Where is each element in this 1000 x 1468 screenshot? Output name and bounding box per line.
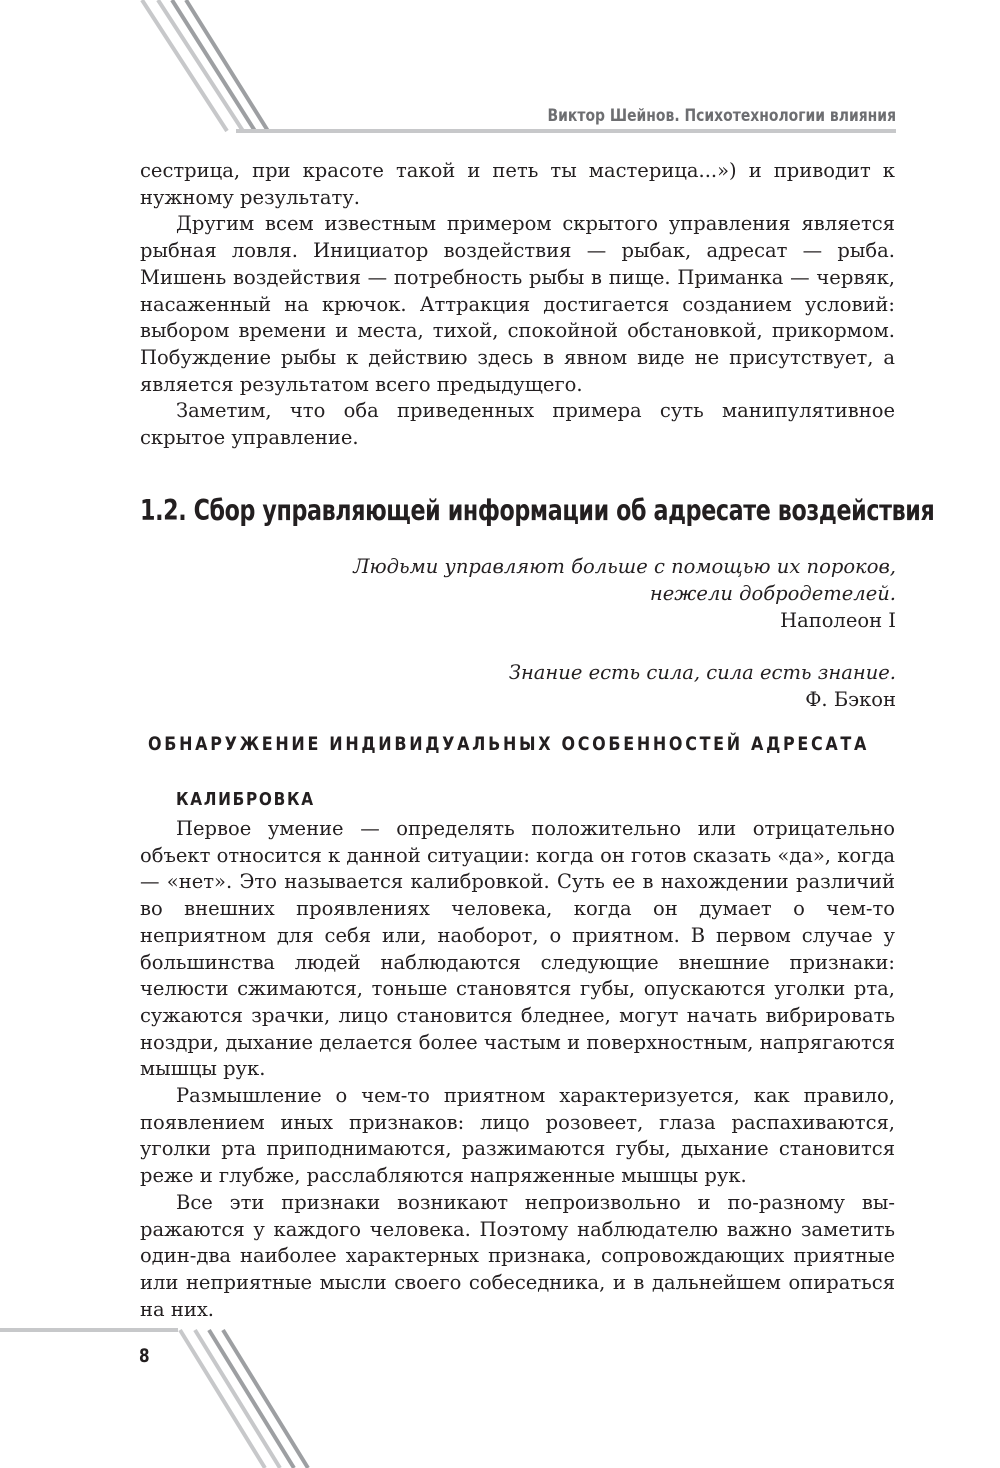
epigraph-line: Знание есть сила, сила есть знание. bbox=[508, 661, 896, 684]
epigraph-bacon bbox=[509, 659, 896, 713]
top-corner-stripes bbox=[142, 0, 268, 131]
paragraph: Другим всем известным примером скрытого управления является рыбная ловля. Инициатор воздействия — рыбак, адресат — рыба. Мишень воздействия — потребность рыбы в пище. Приманка — червяк, насаженный на крючок. Аттракция достигается созданием условий: выбором времени и места, тихой, спокойной обстановкой, прикормом. Побуждение рыбы к действию здесь в явном виде не присутствует, а является результатом всего предыдущего. bbox=[140, 212, 895, 396]
page-number: 8 bbox=[139, 1345, 150, 1367]
paragraph: Заметим, что оба приведенных примера суть манипулятивное скрытое управление. bbox=[140, 399, 895, 450]
calibration-text bbox=[140, 816, 895, 1323]
paragraph: сестрица, при красоте такой и петь ты мастерица...») и приводит к нужному результату. bbox=[140, 159, 895, 209]
epigraph-line: нежели добродетелей. bbox=[649, 582, 896, 605]
epigraph-line: Людьми управляют больше с помощью их пороков, bbox=[353, 555, 896, 578]
running-head: Виктор Шейнов. Психотехнологии влияния bbox=[547, 106, 896, 126]
epigraph-author: Наполеон I bbox=[780, 609, 896, 632]
subsection-title: ОБНАРУЖЕНИЕ ИНДИВИДУАЛЬНЫХ ОСОБЕННОСТЕЙ АДРЕСАТА bbox=[148, 733, 870, 755]
intro-text bbox=[140, 158, 895, 452]
paragraph: Все эти признаки возникают непроизвольно и по-разному выражаются у каждого человека. Поэтому наблюдателю важно заметить один-два наиболее характерных признака, сопровождающих приятные или неприятные мысли своего собеседника, и в дальнейшем опираться на них. bbox=[140, 1190, 895, 1321]
epigraph-napoleon bbox=[353, 553, 896, 634]
paragraph: Размышление о чем-то приятном характеризуется, как правило, появлением иных признаков: лицо розовеет, глаза распахиваются, уголки рта приподнимаются, разжимаются губы, дыхание становится реже и глубже, расслабляются напряженные мышцы рук. bbox=[140, 1084, 895, 1188]
sub-subsection-title: КАЛИБРОВКА bbox=[176, 789, 315, 810]
bottom-corner-stripes bbox=[180, 1330, 308, 1468]
section-title: 1.2. Сбор управляющей информации об адресате воздействия bbox=[140, 494, 935, 527]
epigraph-author: Ф. Бэкон bbox=[805, 688, 896, 711]
paragraph: Первое умение — определять положительно или отрицательно объект относится к данной ситуации: когда он готов сказать «да», когда — «нет». Это называется калибровкой. Суть ее в нахождении различий во внешних проявлениях человека, когда он думает о чем-то неприятном для себя или, наоборот, о приятном. В первом случае у большинства людей наблюдаются следующие внешние признаки: челюсти сжимаются, тоньше становятся губы, опускаются уголки рта, сужаются зрачки, лицо становится бледнее, могут начать вибрировать ноздри, дыхание делается более частым и поверхностным, напрягаются мышцы рук. bbox=[140, 817, 895, 1081]
